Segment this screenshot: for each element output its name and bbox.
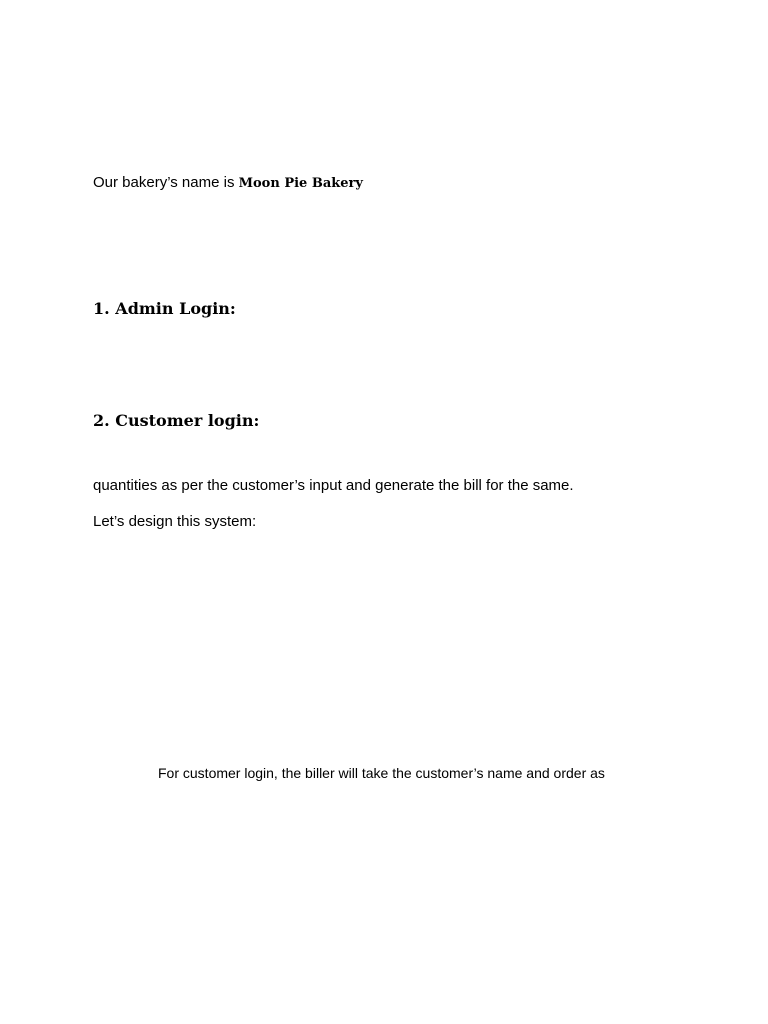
customer-login-heading: 2. Customer login: <box>93 411 260 430</box>
admin-login-heading: 1. Admin Login: <box>93 299 236 318</box>
design-paragraph: Let’s design this system: <box>93 513 257 530</box>
intro-prefix: Our bakery’s name is <box>93 174 239 191</box>
bakery-name: Moon Pie Bakery <box>238 176 363 191</box>
intro-line <box>93 174 363 193</box>
quantities-paragraph: quantities as per the customer’s input and generate the bill for the same. <box>93 477 574 494</box>
customer-login-paragraph: For customer login, the biller will take the customer’s name and order as <box>158 765 605 781</box>
